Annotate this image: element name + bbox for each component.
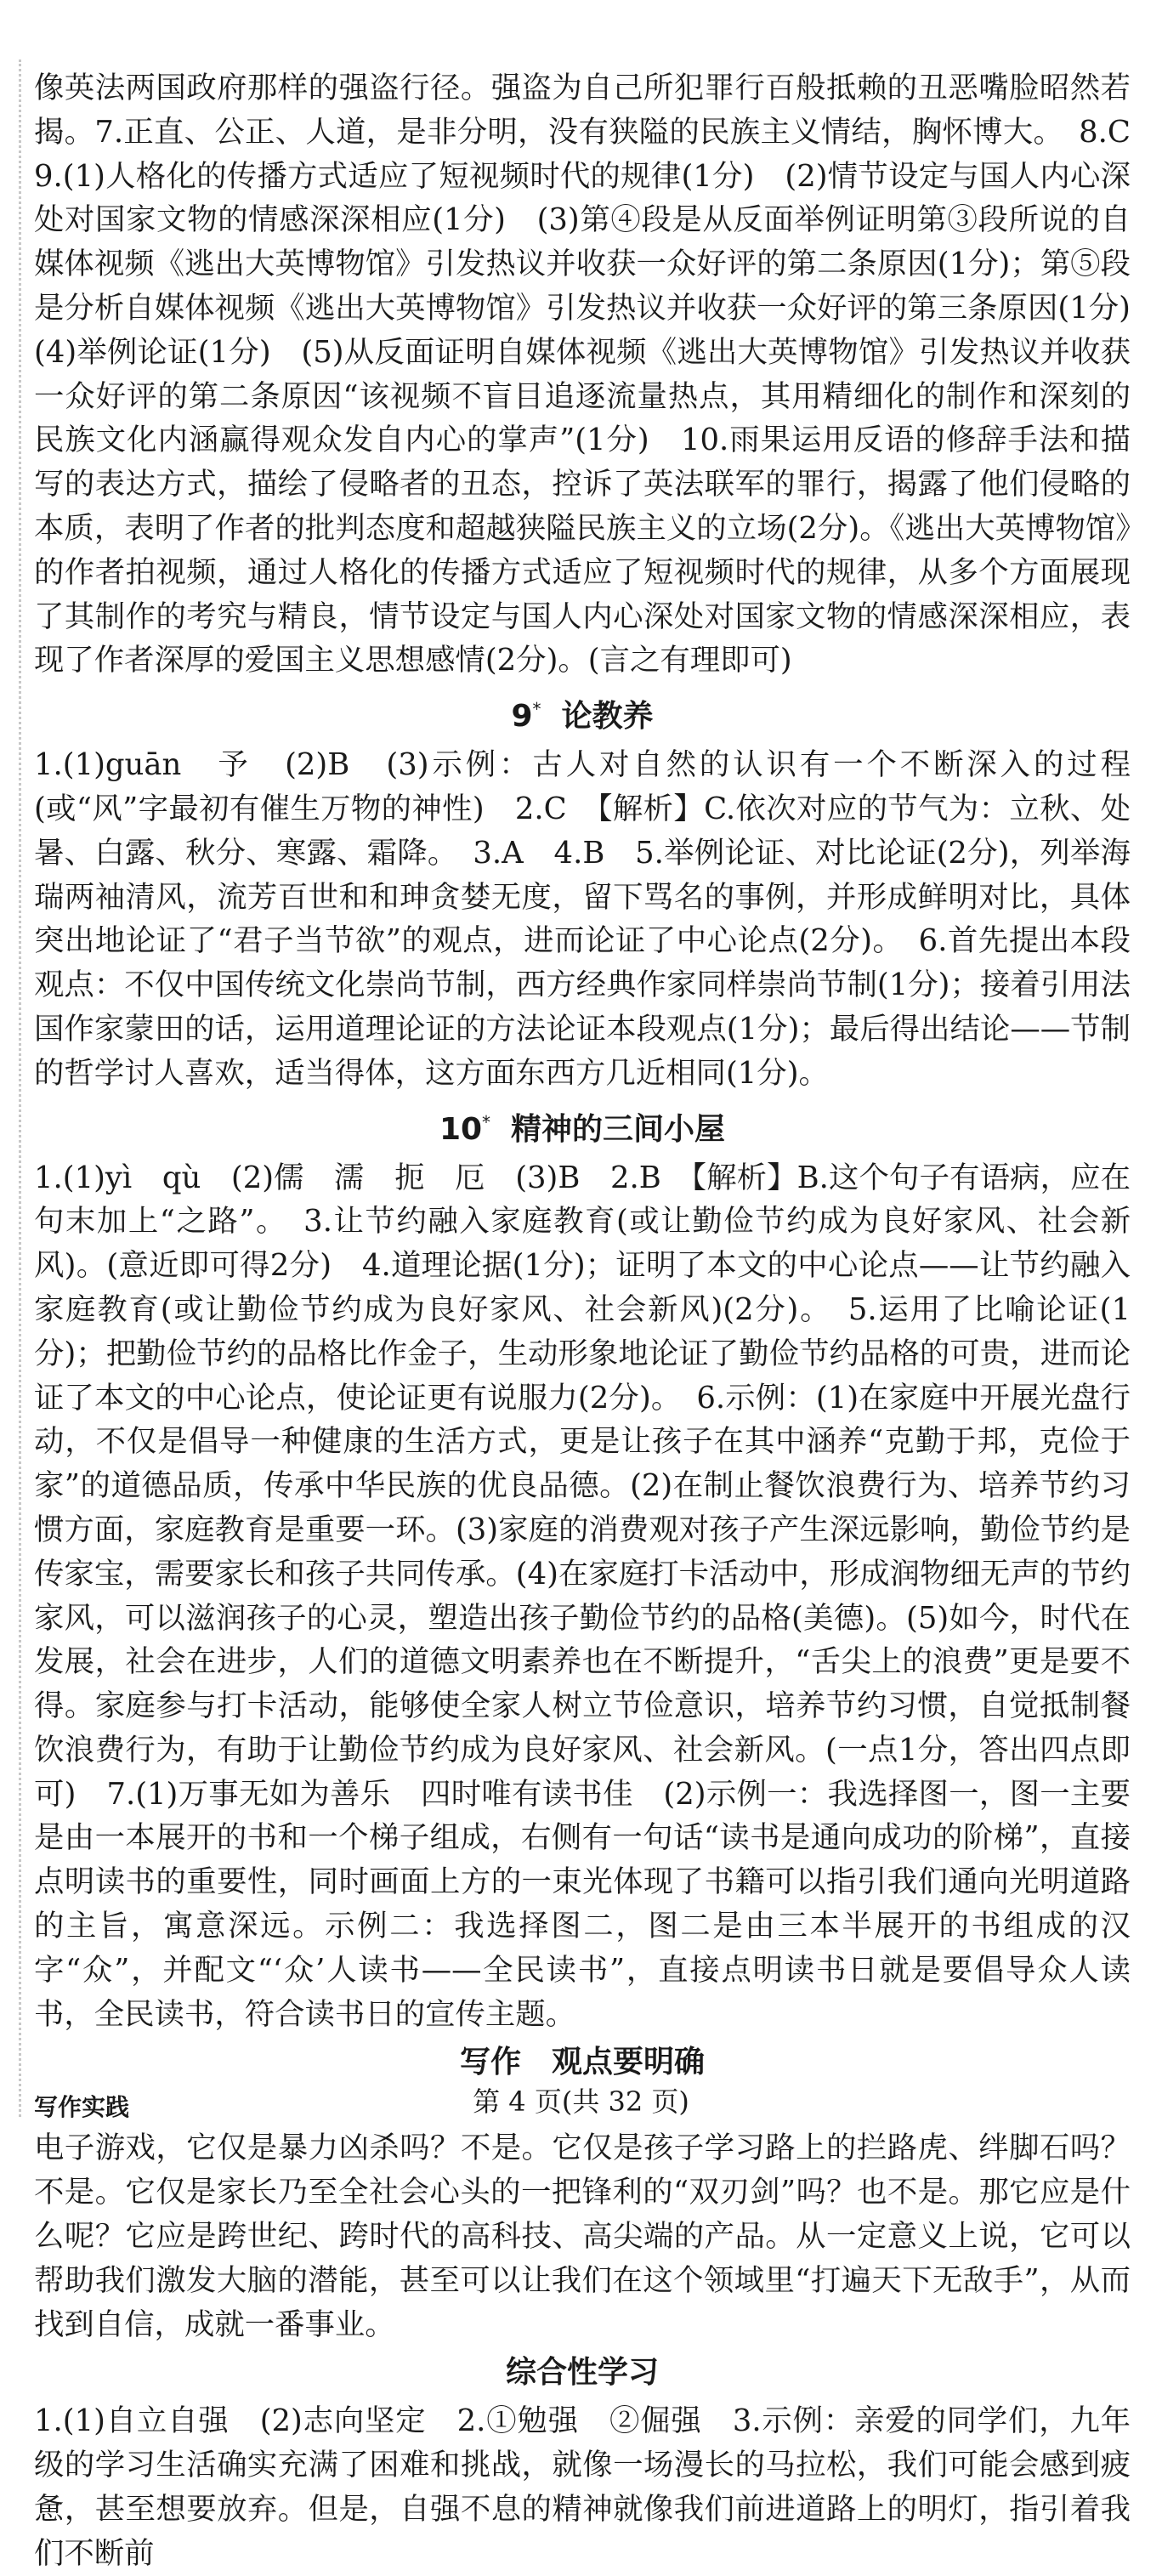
writing-paragraph: 电子游戏，它仅是暴力凶杀吗？不是。它仅是孩子学习路上的拦路虎、绊脚石吗？不是。它仅是家长乃至全社会心头的一把锋利的“双刃剑”吗？也不是。那它应是什么呢？它应是跨世纪、跨时代的高科技、高尖端的产品。从一定意义上说，它可以帮助我们激发大脑的潜能，甚至可以让我们在这个领域里“打遍天下无敌手”，从而找到自信，成就一番事业。: [34, 2131, 1131, 2342]
lesson9-number: 9: [511, 699, 533, 735]
lesson9-heading: [34, 684, 1131, 741]
binding-margin-dots: [19, 60, 21, 2117]
lesson9-paragraph: 1.(1)guān 予 (2)B (3)示例：古人对自然的认识有一个不断深入的过程(或“风”字最初有催生万物的神性) 2.C 【解析】C.依次对应的节气为：立秋、处暑、白露、秋分、寒露、霜降。 3.A 4.B 5.举例论证、对比论证(2分)，列举海瑞两袖清风，流芳百世和和珅贪婪无度，留下骂名的事例，并形成鲜明对比，具体突出地论证了“君子当节欲”的观点，进而论证了中心论点(2分)。 6.首先提出本段观点：不仅中国传统文化崇尚节制，西方经典作家同样崇尚节制(1分)；接着引用法国作家蒙田的话，运用道理论证的方法论证本段观点(1分)；最后得出结论——节制的哲学讨人喜欢，适当得体，这方面东西方几近相同(1分)。: [34, 747, 1131, 1091]
writing-subheading: 写作实践: [34, 2093, 130, 2122]
lesson9-title: 论教养: [561, 699, 654, 735]
lesson10-star: *: [482, 1111, 491, 1132]
lesson10-title: 精神的三间小屋: [511, 1111, 726, 1147]
intro-paragraph: 像英法两国政府那样的强盗行径。强盗为自己所犯罪行百般抵赖的丑恶嘴脸昭然若揭。7.正直、公正、人道，是非分明，没有狭隘的民族主义情结，胸怀博大。 8.C 9.(1)人格化的传播方式适应了短视频时代的规律(1分) (2)情节设定与国人内心深处对国家文物的情感深深相应(1分) (3)第④段是从反面举例证明第③段所说的自媒体视频《逃出大英博物馆》引发热议并收获一众好评的第二条原因(1分)；第⑤段是分析自媒体视频《逃出大英博物馆》引发热议并收获一众好评的第三条原因(1分) (4)举例论证(1分) (5)从反面证明自媒体视频《逃出大英博物馆》引发热议并收获一众好评的第二条原因“该视频不盲目追逐流量热点，其用精细化的制作和深刻的民族文化内涵赢得观众发自内心的掌声”(1分) 10.雨果运用反语的修辞手法和描写的表达方式，描绘了侵略者的丑态，控诉了英法联军的罪行，揭露了他们侵略的本质，表明了作者的批判态度和超越狭隘民族主义的立场(2分)。《逃出大英博物馆》的作者拍视频，通过人格化的传播方式适应了短视频时代的规律，从多个方面展现了其制作的考究与精良，情节设定与国人内心深处对国家文物的情感深深相应，表现了作者深厚的爱国主义思想感情(2分)。(言之有理即可): [34, 71, 1161, 678]
writing-heading: 写作 观点要明确: [459, 2045, 705, 2080]
lesson9-star: *: [532, 699, 541, 720]
comprehensive-paragraph: 1.(1)自立自强 (2)志向坚定 2.①勉强 ②倔强 3.示例：亲爱的同学们，九年级的学习生活确实充满了困难和挑战，就像一场漫长的马拉松，我们可能会感到疲惫，甚至想要放弃。但是，自强不息的精神就像我们前进道路上的明灯，指引着我们不断前: [34, 2403, 1131, 2571]
page-content: [34, 66, 1161, 2576]
page-number-footer: 第 4 页(共 32 页): [473, 2085, 689, 2118]
lesson10-heading: [34, 1098, 1131, 1155]
lesson10-paragraph: 1.(1)yì qù (2)儒 濡 扼 厄 (3)B 2.B 【解析】B.这个句子有语病，应在句末加上“之路”。 3.让节约融入家庭教育(或让勤俭节约成为良好家风、社会新风)。(意近即可得2分) 4.道理论据(1分)；证明了本文的中心论点——让节约融入家庭教育(或让勤俭节约成为良好家风、社会新风)(2分)。 5.运用了比喻论证(1分)；把勤俭节约的品格比作金子，生动形象地论证了勤俭节约品格的可贵，进而论证了本文的中心论点，使论证更有说服力(2分)。 6.示例：(1)在家庭中开展光盘行动，不仅是倡导一种健康的生活方式，更是让孩子在其中涵养“克勤于邦，克俭于家”的道德品质，传承中华民族的优良品德。(2)在制止餐饮浪费行为、培养节约习惯方面，家庭教育是重要一环。(3)家庭的消费观对孩子产生深远影响，勤俭节约是传家宝，需要家长和孩子共同传承。(4)在家庭打卡活动中，形成润物细无声的节约家风，可以滋润孩子的心灵，塑造出孩子勤俭节约的品格(美德)。(5)如今，时代在发展，社会在进步，人们的道德文明素养也在不断提升，“舌尖上的浪费”更是要不得。家庭参与打卡活动，能够使全家人树立节俭意识，培养节约习惯，自觉抵制餐饮浪费行为，有助于让勤俭节约成为良好家风、社会新风。(一点1分，答出四点即可) 7.(1)万事无如为善乐 四时唯有读书佳 (2)示例一：我选择图一，图一主要是由一本展开的书和一个梯子组成，右侧有一句话“读书是通向成功的阶梯”，直接点明读书的重要性，同时画面上方的一束光体现了书籍可以指引我们通向光明道路的主旨，寓意深远。示例二：我选择图二，图二是由三本半展开的书组成的汉字“众”，并配文“‘众’人读书——全民读书”，直接点明读书日就是要倡导众人读书，全民读书，符合读书日的宣传主题。: [34, 1160, 1131, 2032]
lesson10-number: 10: [439, 1111, 483, 1147]
comprehensive-heading: 综合性学习: [505, 2355, 659, 2391]
